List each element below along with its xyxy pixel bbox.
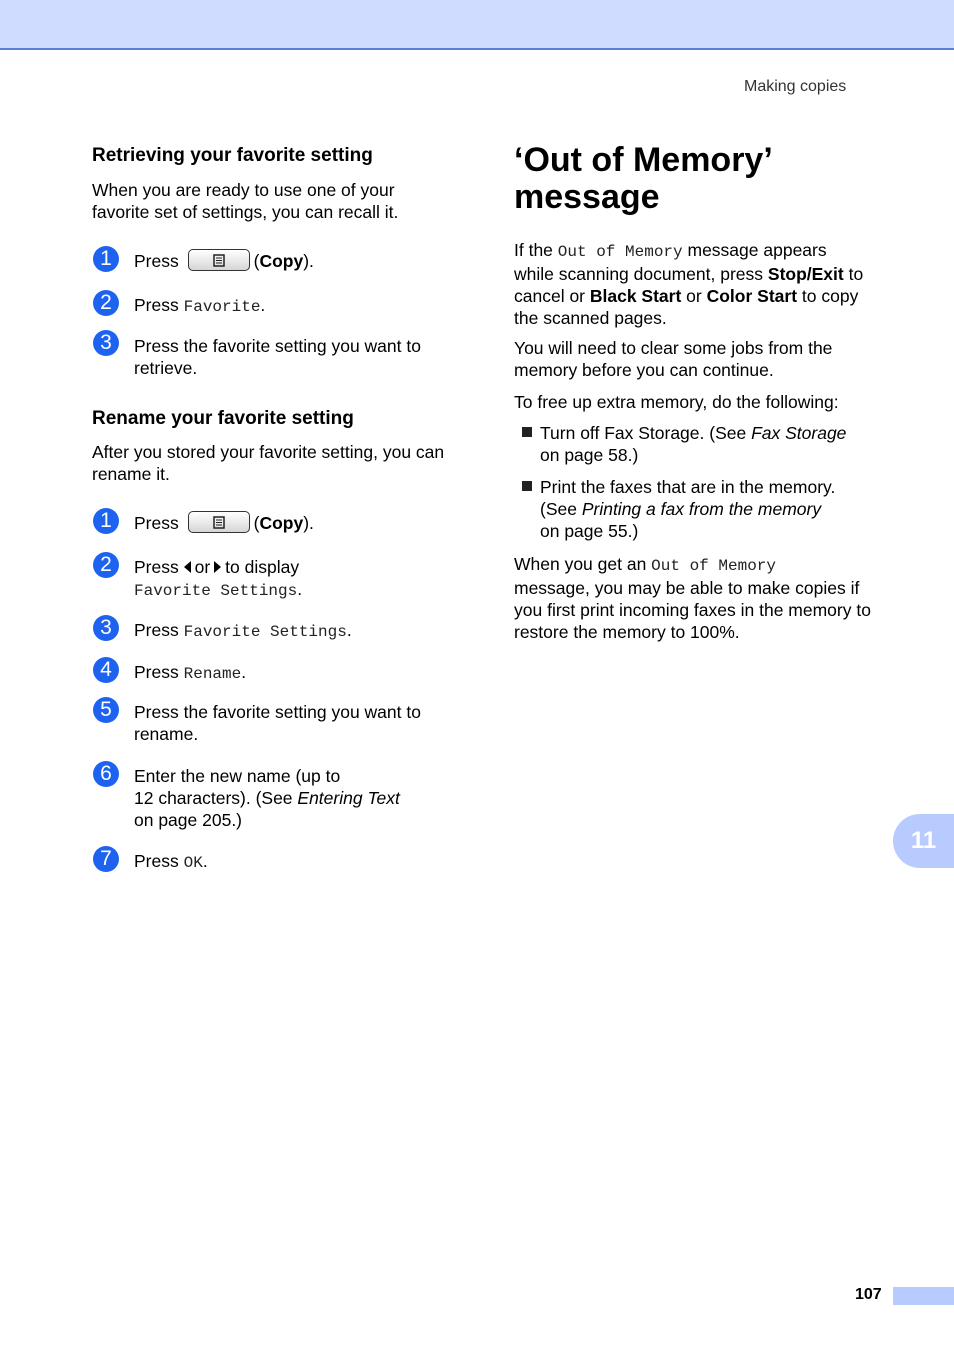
step-number: 5 xyxy=(93,697,119,723)
bullet-item: Turn off Fax Storage. (See Fax Storage on page 58.) xyxy=(540,423,847,465)
section-heading-retrieve: Retrieving your favorite setting xyxy=(92,145,373,166)
right-arrow-icon xyxy=(214,561,221,573)
section-intro-retrieve: When you are ready to use one of your favorite set of settings, you can recall it. xyxy=(92,180,399,222)
page-number: 107 xyxy=(855,1286,882,1303)
step-text: Press (Copy). xyxy=(134,513,314,533)
step-text: Press Rename. xyxy=(134,662,247,683)
bullet-item: Print the faxes that are in the memory. (See Printing a fax from the memory on page 55.) xyxy=(540,477,836,541)
bullet-square-icon xyxy=(522,481,532,491)
section-intro-rename: After you stored your favorite setting, you can rename it. xyxy=(92,442,445,484)
step-text: Press the favorite setting you want to rename. xyxy=(134,702,421,744)
step-text: Press Favorite. xyxy=(134,295,266,316)
page-number-bar xyxy=(893,1287,954,1305)
step-text: Press Favorite Settings. xyxy=(134,620,352,641)
step-text: Enter the new name (up to 12 characters). (See Entering Text on page 205.) xyxy=(134,766,400,830)
step-number: 2 xyxy=(93,290,119,316)
memory-paragraph-3: To free up extra memory, do the following: xyxy=(514,392,839,412)
step-number: 4 xyxy=(93,657,119,683)
step-number: 6 xyxy=(93,761,119,787)
page-title: ‘Out of Memory’ message xyxy=(514,141,773,216)
step-text: Press (Copy). xyxy=(134,251,314,271)
copy-button-icon xyxy=(188,249,250,271)
step-number: 3 xyxy=(93,615,119,641)
bullet-square-icon xyxy=(522,427,532,437)
chapter-tab: 11 xyxy=(893,814,954,868)
left-arrow-icon xyxy=(184,561,191,573)
step-text: Press the favorite setting you want to retrieve. xyxy=(134,336,421,378)
step-text: Press OK. xyxy=(134,851,208,872)
step-number: 1 xyxy=(93,508,119,534)
step-number: 7 xyxy=(93,846,119,872)
step-number: 1 xyxy=(93,246,119,272)
memory-paragraph-1: If the Out of Memory message appears while scanning document, press Stop/Exit to cancel or Black Start or Color Start to copy the scanned pages. xyxy=(514,240,864,328)
step-number: 2 xyxy=(93,552,119,578)
running-header: Making copies xyxy=(744,78,847,95)
top-band xyxy=(0,0,954,50)
step-text: Press or to display Favorite Settings. xyxy=(134,557,303,600)
section-heading-rename: Rename your favorite setting xyxy=(92,408,354,429)
memory-paragraph-4: When you get an Out of Memory message, you may be able to make copies if you first print incoming faxes in the memory to restore the memory to 100%. xyxy=(514,554,871,642)
copy-button-icon xyxy=(188,511,250,533)
step-number: 3 xyxy=(93,330,119,356)
memory-paragraph-2: You will need to clear some jobs from the memory before you can continue. xyxy=(514,338,833,380)
